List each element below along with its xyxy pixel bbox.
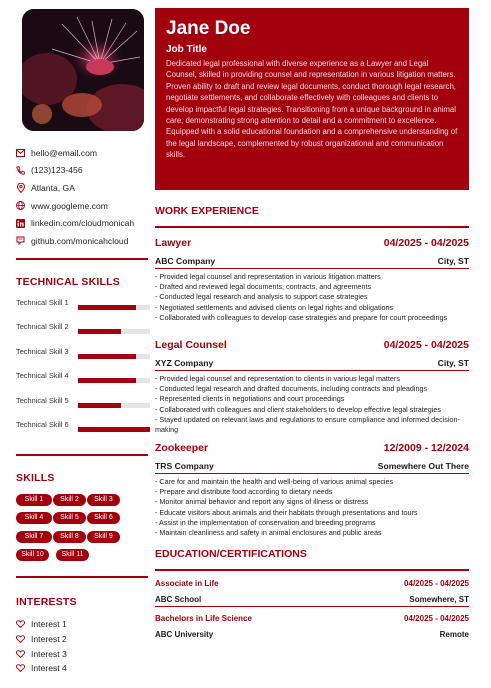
interest-label: Interest 2 xyxy=(31,634,67,645)
technical-skill xyxy=(16,321,150,345)
job-location: City, ST xyxy=(437,256,469,266)
job-bullets xyxy=(155,477,469,538)
education-dates: 04/2025 - 04/2025 xyxy=(404,614,469,623)
education-degree: Bachelors in Life Science xyxy=(155,614,252,623)
job-bullet: - Prepare and distribute food according to dietary needs xyxy=(155,487,333,497)
phone-icon xyxy=(16,166,25,175)
technical-skills-title: TECHNICAL SKILLS xyxy=(16,276,120,288)
job-bullet: - Monitor animal behavior and report any signs of illness or distress xyxy=(155,497,369,507)
job-role: Legal Counsel xyxy=(155,339,227,351)
job-bullet: - Assist in the implementation of conservation and breeding programs xyxy=(155,517,376,527)
technical-skill-label: Technical Skill 1 xyxy=(16,298,69,307)
technical-skill-bar xyxy=(78,329,150,334)
job-bullets xyxy=(155,374,469,435)
job-company: TRS Company xyxy=(155,461,214,471)
skill-chip: Skill 7 xyxy=(16,531,52,543)
job-location: City, ST xyxy=(437,358,469,368)
technical-skill-bar-fill xyxy=(78,305,136,310)
skill-chip: Skill 4 xyxy=(16,512,52,524)
technical-skill xyxy=(16,297,150,321)
heart-icon xyxy=(16,650,25,658)
contact-linkedin[interactable]: linkedin.com/cloudmonicah xyxy=(16,214,146,232)
interest-item xyxy=(16,646,146,661)
technical-skills-list xyxy=(16,297,150,443)
technical-skill-bar xyxy=(78,305,150,310)
contact-location: Atlanta, GA xyxy=(16,179,146,197)
job-company: XYZ Company xyxy=(155,358,214,368)
interests-title: INTERESTS xyxy=(16,596,77,608)
contact-list xyxy=(16,144,146,250)
job-bullet: - Stayed updated on relevant laws and regulations to ensure compliance and informed decision-making xyxy=(155,414,460,435)
job-role: Zookeeper xyxy=(155,442,209,454)
interest-item xyxy=(16,617,146,632)
education-school: ABC School xyxy=(155,595,202,604)
mail-icon xyxy=(16,148,25,157)
skill-chip: Skill 11 xyxy=(56,549,89,561)
education-dates: 04/2025 - 04/2025 xyxy=(404,579,469,588)
job-entry xyxy=(155,237,469,323)
technical-skill-bar xyxy=(78,378,150,383)
contact-email[interactable]: hello@email.com xyxy=(16,144,146,162)
skills-title: SKILLS xyxy=(16,472,55,484)
education-entry xyxy=(155,579,469,607)
technical-skill xyxy=(16,395,150,419)
header-box xyxy=(155,8,469,190)
job-bullet: - Negotiated settlements and advised clients on legal rights and obligations xyxy=(155,302,394,312)
education-title: EDUCATION/CERTIFICATIONS xyxy=(155,548,307,560)
interest-item xyxy=(16,632,146,647)
job-dates: 04/2025 - 04/2025 xyxy=(383,339,469,351)
education-location: Somewhere, ST xyxy=(409,595,469,604)
interest-item xyxy=(16,661,146,676)
job-company: ABC Company xyxy=(155,256,216,266)
job-bullet: - Conducted legal research and analysis to support case strategies xyxy=(155,292,368,302)
skill-chip: Skill 5 xyxy=(53,512,86,524)
work-experience-title: WORK EXPERIENCE xyxy=(155,205,259,217)
heart-icon xyxy=(16,664,25,672)
job-bullet: - Provided legal counsel and representation to clients in various legal matters xyxy=(155,374,400,383)
job-dates: 12/2009 - 12/2024 xyxy=(383,442,469,454)
education-divider xyxy=(155,606,469,607)
technical-skill-label: Technical Skill 2 xyxy=(16,322,69,332)
heart-icon xyxy=(16,635,25,643)
technical-skill-bar xyxy=(78,427,150,432)
job-role: Lawyer xyxy=(155,237,192,249)
technical-skill-label: Technical Skill 4 xyxy=(16,371,69,381)
technical-skill-label: Technical Skill 3 xyxy=(16,346,69,356)
technical-skill xyxy=(16,370,150,394)
section-divider xyxy=(155,226,469,228)
education-location: Remote xyxy=(439,630,469,639)
heart-icon xyxy=(16,620,25,628)
technical-skill-bar xyxy=(78,403,150,408)
globe-icon xyxy=(16,201,25,210)
skill-chip: Skill 6 xyxy=(87,512,120,524)
job-title: Job Title xyxy=(166,44,207,55)
job-bullet: - Collaborated with colleagues and client stakeholders to develop effective legal strategies xyxy=(155,404,441,414)
education-entry xyxy=(155,614,469,639)
technical-skill-label: Technical Skill 6 xyxy=(16,419,69,429)
education-school: ABC University xyxy=(155,630,214,639)
contact-website[interactable]: www.googleme.com xyxy=(16,197,146,215)
job-entry xyxy=(155,442,469,538)
job-bullet: - Collaborated with colleagues to develop case strategies and prepare for court proceedings xyxy=(155,312,448,322)
technical-skill-bar-fill xyxy=(78,378,136,383)
contact-github[interactable]: github.com/monicahcloud xyxy=(16,232,146,250)
interest-label: Interest 4 xyxy=(31,663,67,674)
section-divider xyxy=(16,258,148,260)
section-divider xyxy=(16,454,148,456)
job-location: Somewhere Out There xyxy=(377,461,469,471)
education-degree: Associate in Life xyxy=(155,579,219,588)
technical-skill-label: Technical Skill 5 xyxy=(16,395,69,405)
section-divider xyxy=(16,576,148,578)
interest-label: Interest 3 xyxy=(31,648,67,659)
job-bullet: - Educate visitors about animals and their habitats through presentations and tours xyxy=(155,507,418,517)
job-bullet: - Represented clients in negotiations and court proceedings xyxy=(155,394,345,404)
job-bullet: - Conducted legal research and drafted documents, including contracts and pleadings xyxy=(155,384,428,394)
github-icon xyxy=(16,236,25,245)
profile-photo xyxy=(22,9,144,131)
job-divider xyxy=(155,268,469,269)
linkedin-icon xyxy=(16,219,25,228)
profile-summary: Dedicated legal professional with diverse experience as a Lawyer and Legal Counsel, skilled in providing counsel and representation in various litigation matters. Proven ability to draft and review legal documents, conduct thorough legal research, negotiate settlements, and collaborate effectively with colleagues and clients to develop impactful legal strategies. Transitioning from a unique background in animal care, demonstrating strong attention to detail and a commitment to excellence. Equipped with a solid educational foundation and a comprehensive understanding of the legal landscape, complemented by robust organizational and communication skills. xyxy=(166,59,458,160)
section-divider xyxy=(155,569,469,571)
job-bullet: - Drafted and reviewed legal documents, contracts, and agreements xyxy=(155,282,372,292)
technical-skill xyxy=(16,419,150,443)
job-divider xyxy=(155,473,469,474)
skill-chip: Skill 3 xyxy=(87,494,120,506)
skill-chip: Skill 2 xyxy=(53,494,86,506)
job-bullet: - Maintain cleanliness and safety in animal enclosures and public areas xyxy=(155,528,382,538)
candidate-name: Jane Doe xyxy=(166,18,251,39)
technical-skill-bar-fill xyxy=(78,403,121,408)
skill-chip: Skill 9 xyxy=(87,531,120,543)
technical-skill-bar-fill xyxy=(78,329,121,334)
job-bullet: - Care for and maintain the health and well-being of various animal species xyxy=(155,477,394,486)
job-dates: 04/2025 - 04/2025 xyxy=(383,237,469,249)
skill-chip: Skill 10 xyxy=(16,549,49,561)
contact-phone[interactable]: (123)123-456 xyxy=(16,162,146,180)
technical-skill-bar-fill xyxy=(78,427,150,432)
job-entry xyxy=(155,339,469,435)
job-bullet: - Provided legal counsel and representation in various litigation matters xyxy=(155,272,381,281)
technical-skill xyxy=(16,346,150,370)
skill-chip: Skill 8 xyxy=(53,531,86,543)
interest-label: Interest 1 xyxy=(31,619,67,630)
job-bullets xyxy=(155,272,469,323)
skill-chip: Skill 1 xyxy=(16,494,52,506)
technical-skill-bar-fill xyxy=(78,354,136,359)
interests-list xyxy=(16,617,146,676)
job-divider xyxy=(155,370,469,371)
location-icon xyxy=(16,183,25,192)
technical-skill-bar xyxy=(78,354,150,359)
